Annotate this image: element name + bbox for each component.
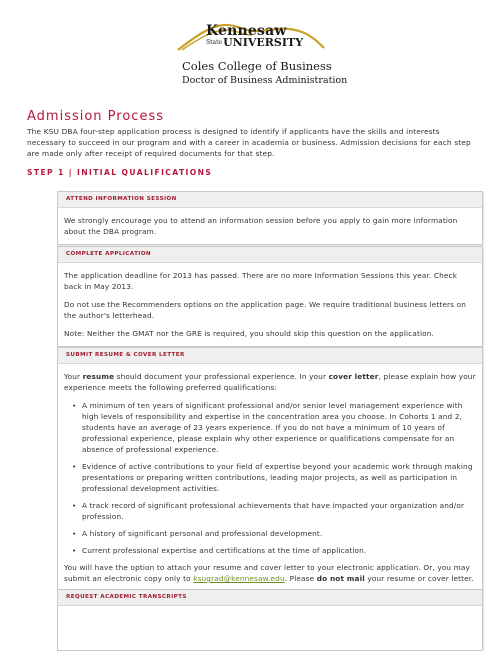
cover-letter-bold: cover letter [328,372,379,381]
logo-university-text: UNIVERSITY [223,36,304,49]
do-not-mail-bold: do not mail [316,574,365,583]
section-heading: REQUEST ACADEMIC TRANSCRIPTS [66,594,187,600]
resume-bold: resume [82,372,115,381]
program-name: Doctor of Business Administration [182,75,348,86]
section-heading: COMPLETE APPLICATION [66,251,152,257]
section-heading: ATTEND INFORMATION SESSION [66,196,177,202]
logo-state: State [206,39,223,46]
section-header [58,348,482,364]
text-fragment: . Please [284,574,317,583]
section-header [58,192,482,208]
info-session-section [57,191,483,245]
recommenders-text: Do not use the Recommenders options on the application page. We require traditional business letters on the author's letterhead. [64,300,466,320]
section-body [58,208,482,237]
deadline-text: The application deadline for 2013 has passed. There are no more Information Sessions this year. Check back in May 2013. [64,271,458,291]
resume-outro [64,562,476,584]
list-item: • A track record of significant professional achievements that have impacted your organization and/or profession. [82,500,476,522]
college-name: Coles College of Business [182,59,332,73]
text-fragment: You will have the option to attach your resume and cover letter to your electronic application. Or, you may submit an electronic copy only to [64,563,471,583]
list-item: • A history of significant personal and professional development. [82,528,476,539]
page-title: Admission Process [27,109,164,124]
email-link[interactable]: ksugrad@kennesaw.edu [193,574,285,583]
resume-intro [64,371,476,393]
section-header [58,247,482,263]
application-section [57,246,483,347]
list-item: • Evidence of active contributions to your field of expertise beyond your academic work through making presentations or preparing written contributions, leading major projects, as well as participation in professional development activities. [82,461,476,494]
section-body [58,364,482,584]
step-heading: STEP 1 | INITIAL QUALIFICATIONS [27,168,213,177]
intro-paragraph: The KSU DBA four-step application process is designed to identify if applicants have the skills and interests necessary to succeed in our program and with a career in academia or business. Admission decisions for each step are made only after receipt of required documents for that step. [27,127,471,158]
section-text: We strongly encourage you to attend an information session before you apply to gain more information about the DBA program. [64,216,458,236]
list-item: • A minimum of ten years of significant professional and/or senior level management experience with high levels of responsibility and expertise in the concentration area you choose. In Cohorts 1 and 2, students have an average of 23 years experience. If you do not have a minimum of 10 years of professional experience, please explain why other experience or qualifications compensate for an absence of professional experience. [82,400,476,455]
list-item: • Current professional expertise and certifications at the time of application. [82,545,476,556]
section-body [58,263,482,339]
text-fragment: , please explain how your experience meets the following preferred qualifications: [64,372,476,392]
qualifications-list [64,400,476,556]
transcripts-section [57,589,483,651]
text-fragment: your resume or cover letter. [364,574,474,583]
page-header [0,0,495,100]
text-fragment: Your [64,372,83,381]
logo-name: Kennesaw [206,23,287,39]
gmat-note-text: Note: Neither the GMAT nor the GRE is required, you should skip this question on the application. [64,329,435,338]
ksu-wordmark [206,24,303,48]
section-heading: SUBMIT RESUME & COVER LETTER [66,352,185,358]
logo-university [206,37,303,48]
section-header [58,590,482,606]
text-fragment: should document your professional experience. In your [114,372,329,381]
resume-section [57,347,483,592]
